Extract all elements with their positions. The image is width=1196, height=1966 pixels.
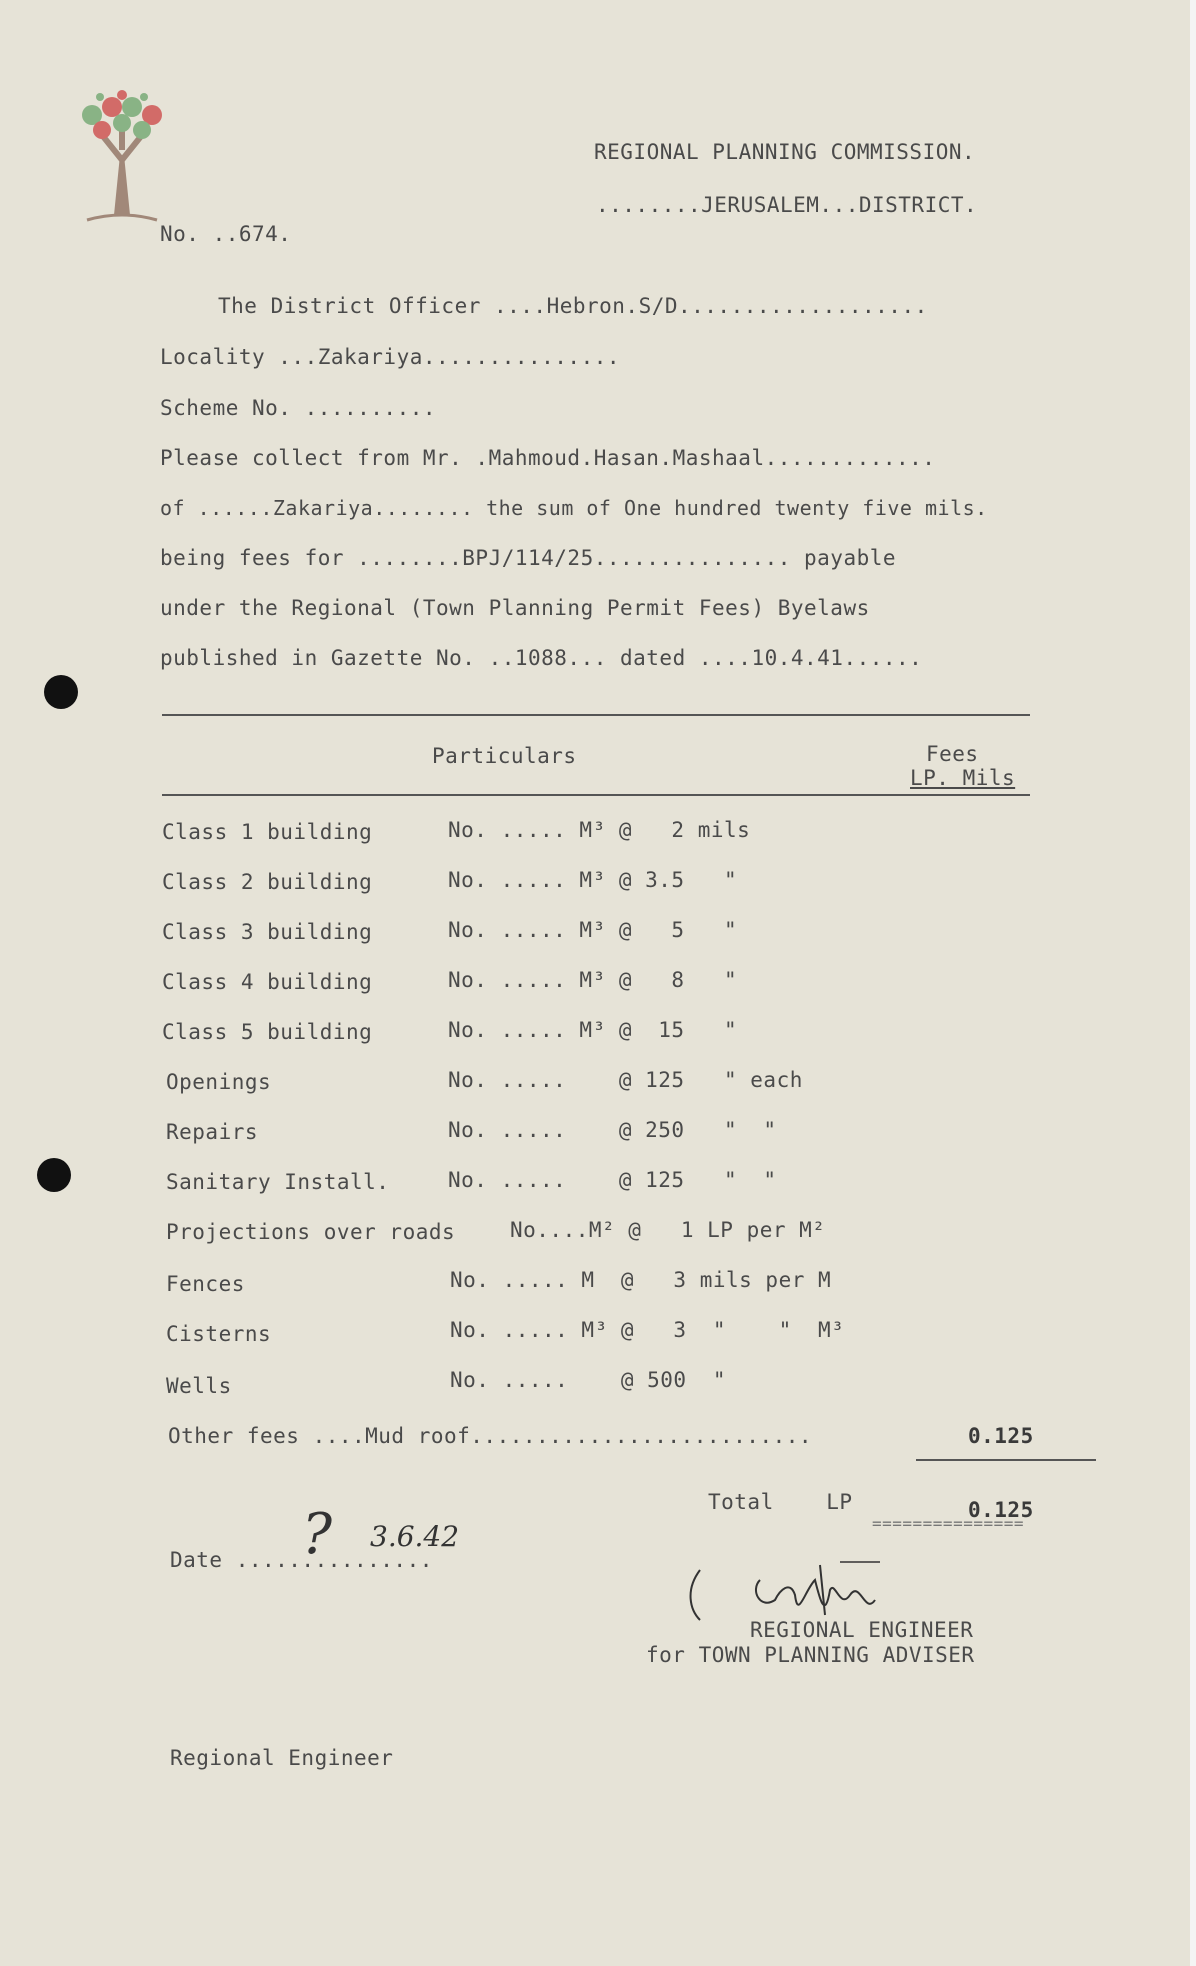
table-row-detail: No....M² @ 1 LP per M² (510, 1218, 826, 1242)
table-row-detail: No. ..... M³ @ 8 " (448, 968, 738, 992)
table-row-name: Cisterns (166, 1322, 272, 1346)
subtotal-rule (916, 1459, 1096, 1461)
total-label: Total LP (708, 1490, 853, 1514)
table-row-name: Openings (166, 1070, 272, 1094)
table-row-name: Class 4 building (162, 970, 373, 994)
table-row-name: Class 5 building (162, 1020, 373, 1044)
page-edge (1190, 0, 1196, 1966)
other-fees-line: Other fees ....Mud roof.......................... (168, 1424, 813, 1448)
table-row-detail: No. ..... M³ @ 3.5 " (448, 868, 738, 892)
collect-from-line: Please collect from Mr. .Mahmoud.Hasan.Mashaal............. (160, 446, 936, 470)
table-row-detail: No. ..... @ 125 " each (448, 1068, 803, 1092)
signer-subtitle: for TOWN PLANNING ADVISER (646, 1643, 975, 1667)
table-row-name: Projections over roads (166, 1220, 456, 1244)
table-row-detail: No. ..... M³ @ 3 " " M³ (450, 1318, 845, 1342)
table-row-name: Fences (166, 1272, 245, 1296)
commission-title: REGIONAL PLANNING COMMISSION. (594, 140, 976, 164)
archive-logo-icon (62, 45, 182, 245)
district-officer-line: The District Officer ....Hebron.S/D................... (218, 294, 928, 318)
scheme-line: Scheme No. .......... (160, 396, 437, 420)
total-double-rule: =============== (872, 1514, 1024, 1533)
handwritten-mark: ? (302, 1502, 333, 1567)
table-row-name: Class 2 building (162, 870, 373, 894)
table-row-name: Sanitary Install. (166, 1170, 390, 1194)
units-header: LP. Mils (910, 766, 1016, 790)
regional-engineer-footer: Regional Engineer (170, 1746, 394, 1770)
other-fees-amount: 0.125 (968, 1424, 1034, 1448)
table-top-rule (162, 714, 1030, 716)
table-row-name: Wells (166, 1374, 232, 1398)
table-row-detail: No. ..... @ 500 " (450, 1368, 727, 1392)
table-row-detail: No. ..... @ 250 " " (448, 1118, 777, 1142)
signer-title: REGIONAL ENGINEER (750, 1618, 974, 1642)
fees-for-line: being fees for ........BPJ/114/25............... payable (160, 546, 897, 570)
date-value: 3.6.42 (370, 1520, 460, 1553)
table-row-name: Class 3 building (162, 920, 373, 944)
table-row-detail: No. ..... M³ @ 5 " (448, 918, 738, 942)
table-row-name: Repairs (166, 1120, 259, 1144)
punch-hole-top (44, 675, 78, 709)
table-row-detail: No. ..... @ 125 " " (448, 1168, 777, 1192)
reference-number: No. ..674. (160, 222, 292, 246)
fees-header: Fees (926, 742, 979, 766)
table-row-detail: No. ..... M³ @ 2 mils (448, 818, 751, 842)
total-amount: 0.125 (968, 1498, 1034, 1522)
locality-line: Locality ...Zakariya............... (160, 345, 621, 369)
table-header-rule (162, 794, 1030, 796)
gazette-line: published in Gazette No. ..1088... dated ....10.4.41...... (160, 646, 923, 670)
table-row-detail: No. ..... M @ 3 mils per M (450, 1268, 832, 1292)
particulars-header: Particulars (432, 744, 577, 768)
byelaws-line: under the Regional (Town Planning Permit Fees) Byelaws (160, 596, 870, 620)
table-row-detail: No. ..... M³ @ 15 " (448, 1018, 738, 1042)
table-row-name: Class 1 building (162, 820, 373, 844)
date-label: Date ............... (170, 1548, 433, 1572)
sum-line: of ......Zakariya........ the sum of One hundred twenty five mils. (160, 496, 988, 520)
district-line: ........JERUSALEM...DISTRICT. (596, 193, 978, 217)
punch-hole-bottom (37, 1158, 71, 1192)
